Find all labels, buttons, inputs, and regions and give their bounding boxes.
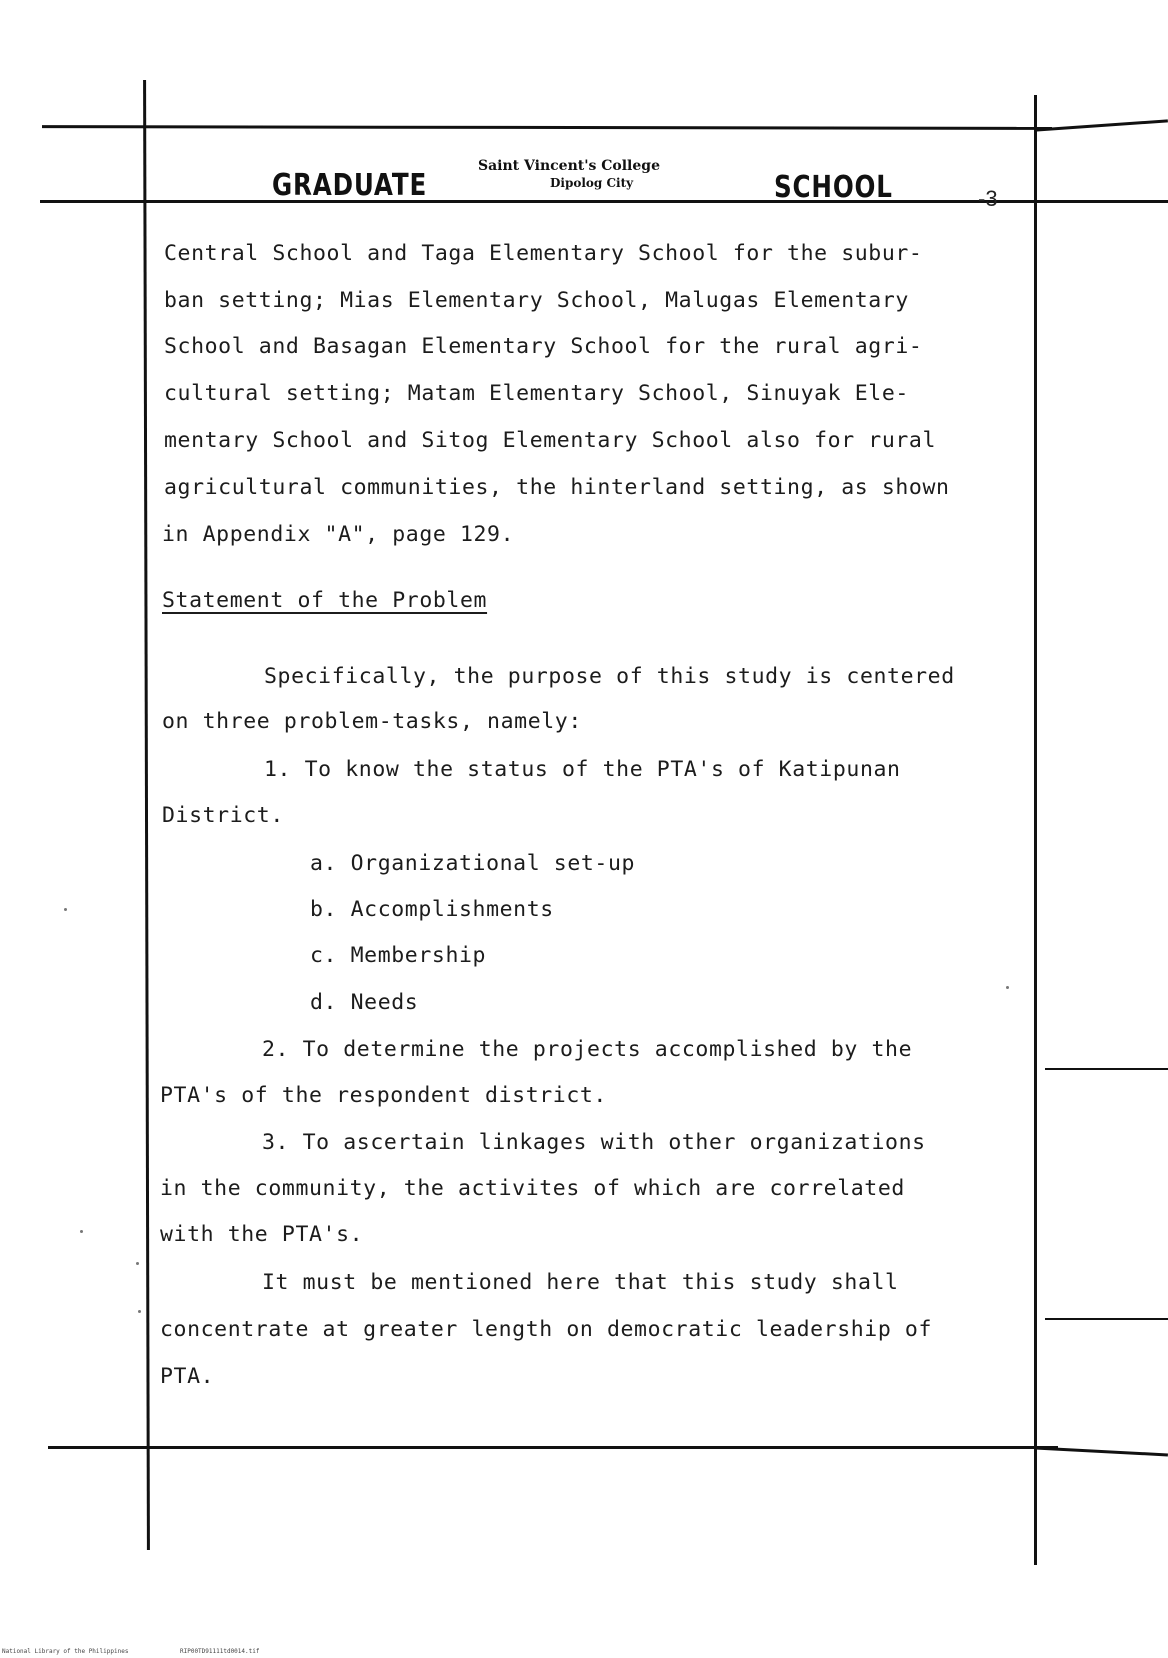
sub-item-c: c. Membership [310,943,487,968]
closing-line: PTA. [160,1364,215,1389]
section-line: with the PTA's. [160,1222,364,1247]
margin-tick-1 [1045,1068,1168,1070]
header-top-rule-right [1035,119,1168,131]
right-margin-rule [1034,95,1037,1565]
section-line: District. [162,803,284,828]
sub-item-d: d. Needs [310,990,419,1015]
footer-top-rule [48,1446,1058,1449]
left-margin-rule [143,80,150,1550]
footer-filename: RIP00TD91111td0014.tif [180,1648,260,1655]
body-line: Central School and Taga Elementary School for the subur- [164,241,923,266]
body-line: mentary School and Sitog Elementary School also for rural [164,428,937,453]
body-line: School and Basagan Elementary School for the rural agri- [164,334,923,359]
body-line: ban setting; Mias Elementary School, Malugas Elementary [164,288,909,313]
header-institution: Saint Vincent's College [478,158,660,174]
margin-tick-2 [1045,1318,1168,1320]
sub-item-a: a. Organizational set-up [310,851,636,876]
header-bottom-rule [40,200,1168,203]
scan-speck [1006,986,1009,989]
page-number: -3 [978,186,998,211]
header-school: SCHOOL [774,170,893,205]
section-line: Specifically, the purpose of this study is centered [264,664,955,689]
section-line: on three problem-tasks, namely: [162,709,582,734]
footer-top-rule-right [1035,1447,1168,1457]
section-line: PTA's of the respondent district. [160,1083,607,1108]
closing-line: It must be mentioned here that this study shall [262,1270,899,1295]
section-heading: Statement of the Problem [162,588,488,613]
scan-speck [64,908,67,911]
header-top-rule [42,125,1052,130]
scan-speck [138,1310,141,1313]
sub-item-b: b. Accomplishments [310,897,554,922]
header-graduate: GRADUATE [272,168,428,203]
body-line: cultural setting; Matam Elementary School, Sinuyak Ele- [164,381,909,406]
body-line: in Appendix "A", page 129. [162,522,515,547]
scan-speck [80,1230,83,1233]
footer-library: National Library of the Philippines [2,1648,129,1655]
header-city: Dipolog City [550,176,634,190]
list-item-2: 2. To determine the projects accomplished by the [262,1037,913,1062]
body-line: agricultural communities, the hinterland setting, as shown [164,475,950,500]
scan-speck [136,1262,139,1265]
list-item-3: 3. To ascertain linkages with other organizations [262,1130,926,1155]
list-item-1: 1. To know the status of the PTA's of Katipunan [264,757,901,782]
closing-line: concentrate at greater length on democratic leadership of [160,1317,933,1342]
section-line: in the community, the activites of which are correlated [160,1176,905,1201]
